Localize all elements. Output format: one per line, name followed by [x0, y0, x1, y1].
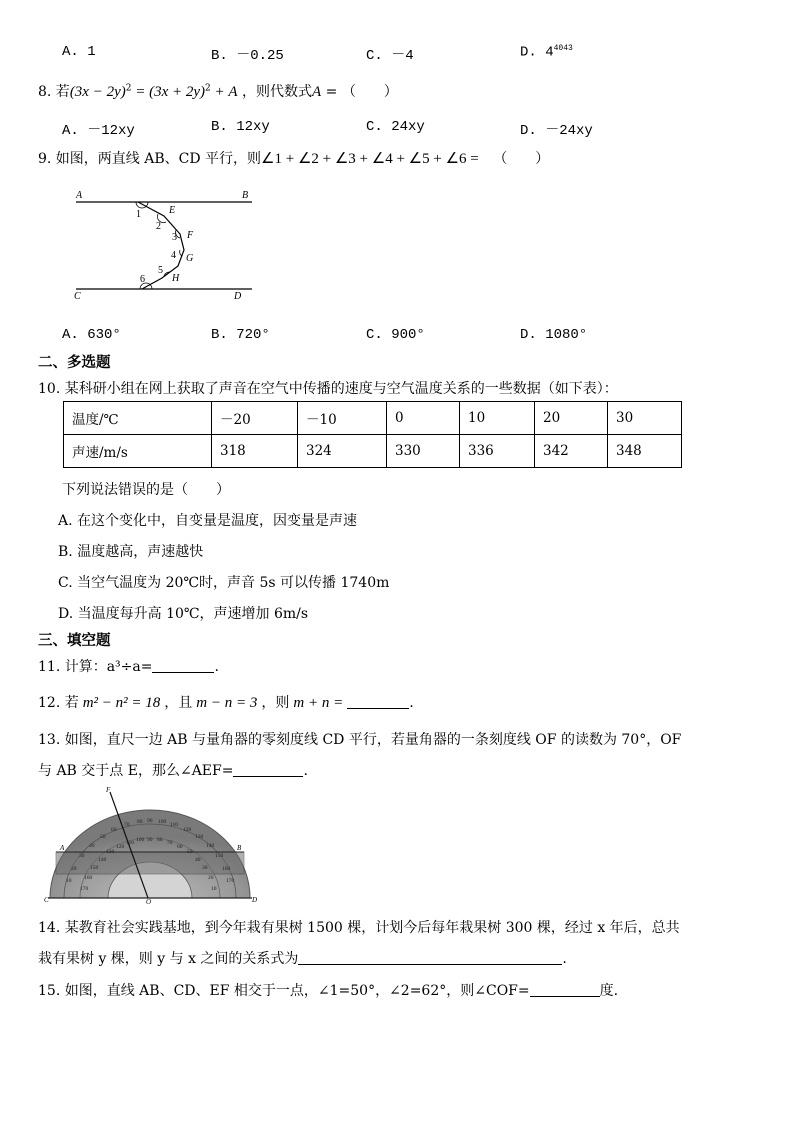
question-14-line-1: 14. 某教育社会实践基地，到今年栽有果树 1500 棵，计划今后每年栽果树 300 棵，经过 x 年后，总共 — [38, 920, 680, 936]
section-heading-fill: 三、填空题 — [38, 632, 111, 649]
svg-text:100: 100 — [158, 819, 167, 825]
question-11 — [38, 656, 219, 676]
q8-suffix2: = （ ） — [321, 84, 398, 100]
q8-option-a: A. －12xy — [62, 123, 135, 139]
label-c: C — [44, 896, 49, 904]
q13-answer-blank[interactable] — [233, 762, 303, 777]
svg-text:140: 140 — [206, 843, 215, 849]
question-9 — [38, 148, 549, 168]
svg-text:160: 160 — [222, 866, 231, 872]
q12-mid2: ，则 — [261, 695, 290, 711]
question-13-line-1: 13. 如图，直尺一边 AB 与量角器的零刻度线 CD 平行，若量角器的一条刻度线 OF 的读数为 70°，OF — [38, 732, 682, 748]
q7-option-d-base: D. 4 — [520, 44, 554, 61]
svg-text:140: 140 — [98, 857, 107, 863]
parallel-lines-figure — [66, 186, 266, 304]
label-f: F — [187, 230, 194, 241]
svg-text:40: 40 — [89, 843, 95, 849]
q8-option-b: B. 12xy — [211, 119, 270, 135]
svg-text:40: 40 — [195, 857, 201, 863]
svg-text:170: 170 — [226, 878, 235, 884]
table-cell: 10 — [460, 402, 535, 435]
table-cell: －10 — [298, 402, 387, 435]
q7-option-d-exponent: 4043 — [553, 44, 573, 53]
q11-answer-blank[interactable] — [152, 658, 214, 673]
q8-lhs: (3x − 2y) — [69, 84, 126, 100]
section-heading-multi: 二、多选题 — [38, 354, 111, 371]
angle-4-label: 4 — [171, 250, 176, 261]
q7-option-a: A. 1 — [62, 44, 96, 60]
table-cell: 30 — [608, 402, 682, 435]
svg-text:130: 130 — [106, 849, 115, 855]
q12-mid: ，且 — [164, 695, 193, 711]
q9-option-b: B. 720° — [211, 327, 270, 343]
angle-5-label: 5 — [158, 265, 163, 276]
q11-text: 11. 计算：a³÷a= — [38, 659, 153, 675]
table-cell: 20 — [535, 402, 608, 435]
q7-option-c: C. －4 — [366, 48, 414, 64]
q8-plus: + A — [210, 84, 238, 100]
svg-text:60: 60 — [111, 827, 117, 833]
q13-end: . — [303, 763, 308, 779]
label-o: O — [146, 898, 152, 904]
svg-text:50: 50 — [100, 834, 106, 840]
table-cell: 324 — [298, 435, 387, 468]
q11-end: . — [214, 659, 219, 675]
table-cell: 318 — [212, 435, 298, 468]
svg-text:50: 50 — [187, 849, 193, 855]
svg-text:130: 130 — [195, 834, 204, 840]
label-b: B — [242, 190, 249, 201]
q14-end: . — [562, 951, 567, 967]
q9-option-a: A. 630° — [62, 327, 121, 343]
q10-option-d: D. 当温度每升高 10℃，声速增加 6m/s — [58, 606, 309, 622]
label-a: A — [60, 844, 65, 852]
q15-answer-blank[interactable] — [530, 982, 600, 997]
table-cell: 0 — [387, 402, 460, 435]
q8-lhs-exp: 2 — [125, 83, 132, 94]
q8-suffix: ，则代数式 — [237, 84, 313, 100]
angle-2-label: 2 — [156, 221, 161, 232]
label-a: A — [76, 190, 83, 201]
q9-paren: （ ） — [493, 151, 550, 167]
svg-text:10: 10 — [66, 878, 72, 884]
q9-formula: ∠1 + ∠2 + ∠3 + ∠4 + ∠5 + ∠6 = — [261, 151, 479, 167]
table-cell: 342 — [535, 435, 608, 468]
svg-text:20: 20 — [71, 866, 77, 872]
svg-text:110: 110 — [170, 822, 179, 828]
q14-answer-blank[interactable] — [298, 950, 562, 965]
q15-text: 15. 如图，直线 AB、CD、EF 相交于一点，∠1=50°，∠2=62°，则∠COF= — [38, 983, 530, 999]
question-14-line-2 — [38, 948, 567, 968]
q8-option-d: D. －24xy — [520, 123, 593, 139]
label-c: C — [74, 291, 81, 302]
question-13-line-2 — [38, 760, 308, 780]
q8-prefix: 8. 若 — [38, 84, 70, 100]
table-row-temperature — [64, 402, 682, 435]
svg-text:30: 30 — [79, 853, 85, 859]
table-cell: 348 — [608, 435, 682, 468]
label-d: D — [234, 291, 242, 302]
q8-rhs-exp: 2 — [205, 83, 211, 94]
question-12 — [38, 692, 414, 712]
sound-speed-table — [63, 401, 682, 468]
q15-end: 度. — [599, 983, 619, 999]
q12-formula-2: m − n = 3 — [196, 695, 258, 711]
svg-text:70: 70 — [124, 822, 130, 828]
table-cell: 330 — [387, 435, 460, 468]
svg-text:150: 150 — [90, 865, 99, 871]
q12-prefix: 12. 若 — [38, 695, 79, 711]
q9-text: 9. 如图，两直线 AB、CD 平行，则 — [38, 151, 262, 167]
q10-question: 下列说法错误的是（ ） — [62, 482, 230, 498]
q10-option-c: C. 当空气温度为 20℃时，声音 5s 可以传播 1740m — [58, 575, 390, 591]
q8-eq: = — [131, 84, 150, 100]
label-f: F — [106, 786, 111, 794]
svg-text:90: 90 — [147, 837, 153, 843]
svg-text:70: 70 — [167, 840, 173, 846]
svg-text:150: 150 — [215, 853, 224, 859]
q13-line2-text: 与 AB 交于点 E，那么∠AEF= — [38, 763, 234, 779]
question-8 — [38, 81, 398, 101]
table-header-cell: 温度/℃ — [64, 402, 212, 435]
q9-option-d: D. 1080° — [520, 327, 588, 343]
q7-option-b: B. －0.25 — [211, 48, 284, 64]
svg-text:120: 120 — [116, 844, 125, 850]
svg-text:80: 80 — [157, 837, 163, 843]
svg-text:90: 90 — [147, 818, 153, 824]
label-d: D — [252, 896, 258, 904]
angle-1-label: 1 — [136, 209, 141, 220]
svg-text:100: 100 — [136, 837, 145, 843]
q8-option-c: C. 24xy — [366, 119, 425, 135]
table-header-cell: 声速/m/s — [64, 435, 212, 468]
svg-text:10: 10 — [211, 886, 217, 892]
q10-option-b: B. 温度越高，声速越快 — [58, 544, 204, 560]
q12-end: . — [409, 695, 414, 711]
table-cell: －20 — [212, 402, 298, 435]
q12-formula-3: m + n = — [293, 695, 344, 711]
svg-text:80: 80 — [137, 819, 143, 825]
question-15 — [38, 980, 618, 1000]
protractor-ruler-figure — [44, 786, 264, 904]
q12-answer-blank[interactable] — [347, 694, 409, 709]
label-b: B — [237, 844, 242, 852]
svg-text:60: 60 — [177, 844, 183, 850]
table-row-speed — [64, 435, 682, 468]
q14-line2-text: 栽有果树 y 棵，则 y 与 x 之间的关系式为 — [38, 951, 299, 967]
q9-option-c: C. 900° — [366, 327, 425, 343]
q10-option-a: A. 在这个变化中，自变量是温度，因变量是声速 — [58, 513, 358, 529]
svg-text:120: 120 — [183, 827, 192, 833]
angle-6-label: 6 — [140, 274, 145, 285]
label-e: E — [169, 205, 176, 216]
label-g: G — [186, 253, 194, 264]
q8-var: A — [312, 84, 322, 100]
svg-text:160: 160 — [84, 875, 93, 881]
svg-text:170: 170 — [80, 886, 89, 892]
svg-text:30: 30 — [202, 865, 208, 871]
table-cell: 336 — [460, 435, 535, 468]
q7-option-d — [520, 44, 573, 61]
label-h: H — [172, 273, 180, 284]
q12-formula-1: m² − n² = 18 — [82, 695, 161, 711]
question-10: 10. 某科研小组在网上获取了声音在空气中传播的速度与空气温度关系的一些数据（如下表）： — [38, 381, 618, 397]
angle-3-label: 3 — [172, 232, 177, 243]
q8-rhs: (3x + 2y) — [149, 84, 206, 100]
svg-text:110: 110 — [126, 840, 135, 846]
svg-text:20: 20 — [208, 875, 214, 881]
